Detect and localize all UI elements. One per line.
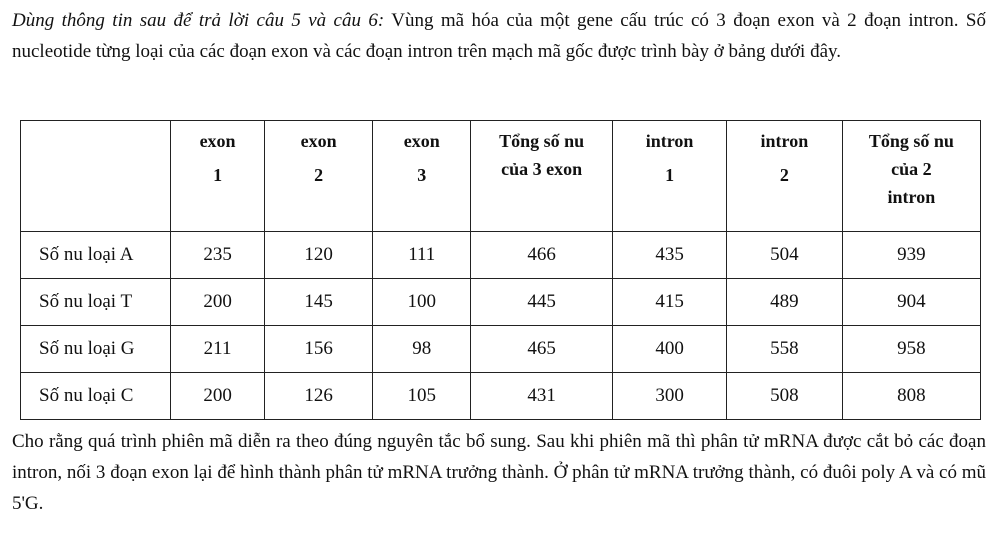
table-row-t (21, 279, 981, 326)
table-cell: 120 (264, 232, 373, 279)
table-cell: 200 (171, 279, 264, 326)
header-intron-1: intron 1 (613, 121, 727, 232)
table-row-a (21, 232, 981, 279)
intro-paragraph (12, 5, 986, 67)
table-cell: 145 (264, 279, 373, 326)
header-intron-total: Tổng số nu của 2 intron (842, 121, 980, 232)
table-cell: 431 (471, 373, 613, 420)
table-cell: 200 (171, 373, 264, 420)
row-label: Số nu loại T (21, 279, 171, 326)
table-cell: 558 (726, 326, 842, 373)
intro-text: Vùng mã hóa của một gene cấu trúc có 3 đoạn exon và 2 đoạn intron. Số nucleotide từng loại của các đoạn exon và các đoạn intron trên mạch mã gốc được trình bày ở bảng dưới đây. (12, 10, 986, 62)
table-cell: 939 (842, 232, 980, 279)
table-cell: 111 (373, 232, 471, 279)
header-corner (21, 121, 171, 232)
table-row-g (21, 326, 981, 373)
header-exon-3: exon 3 (373, 121, 471, 232)
table-cell: 211 (171, 326, 264, 373)
table-cell: 465 (471, 326, 613, 373)
row-label: Số nu loại A (21, 232, 171, 279)
table-cell: 415 (613, 279, 727, 326)
intro-lead: Dùng thông tin sau để trả lời câu 5 và câu 6: (12, 10, 385, 31)
table-cell: 126 (264, 373, 373, 420)
nucleotide-table (20, 120, 981, 420)
header-exon-2: exon 2 (264, 121, 373, 232)
table-cell: 235 (171, 232, 264, 279)
table-cell: 98 (373, 326, 471, 373)
row-label: Số nu loại G (21, 326, 171, 373)
table-cell: 489 (726, 279, 842, 326)
table-cell: 100 (373, 279, 471, 326)
table-cell: 808 (842, 373, 980, 420)
table-cell: 400 (613, 326, 727, 373)
header-intron-2: intron 2 (726, 121, 842, 232)
table-cell: 508 (726, 373, 842, 420)
header-exon-total: Tổng số nu của 3 exon (471, 121, 613, 232)
table-cell: 300 (613, 373, 727, 420)
table-cell: 156 (264, 326, 373, 373)
table-row-c (21, 373, 981, 420)
table-cell: 105 (373, 373, 471, 420)
table-cell: 904 (842, 279, 980, 326)
table-cell: 445 (471, 279, 613, 326)
row-label: Số nu loại C (21, 373, 171, 420)
header-exon-1: exon 1 (171, 121, 264, 232)
table-cell: 504 (726, 232, 842, 279)
table-cell: 435 (613, 232, 727, 279)
header-row (21, 121, 981, 232)
table-cell: 958 (842, 326, 980, 373)
outro-paragraph: Cho rằng quá trình phiên mã diễn ra theo đúng nguyên tắc bổ sung. Sau khi phiên mã thì phân tử mRNA được cắt bỏ các đoạn intron, nối 3 đoạn exon lại để hình thành phân tử mRNA trưởng thành. Ở phân tử mRNA trưởng thành, có đuôi poly A và có mũ 5'G. (12, 431, 986, 514)
table-cell: 466 (471, 232, 613, 279)
